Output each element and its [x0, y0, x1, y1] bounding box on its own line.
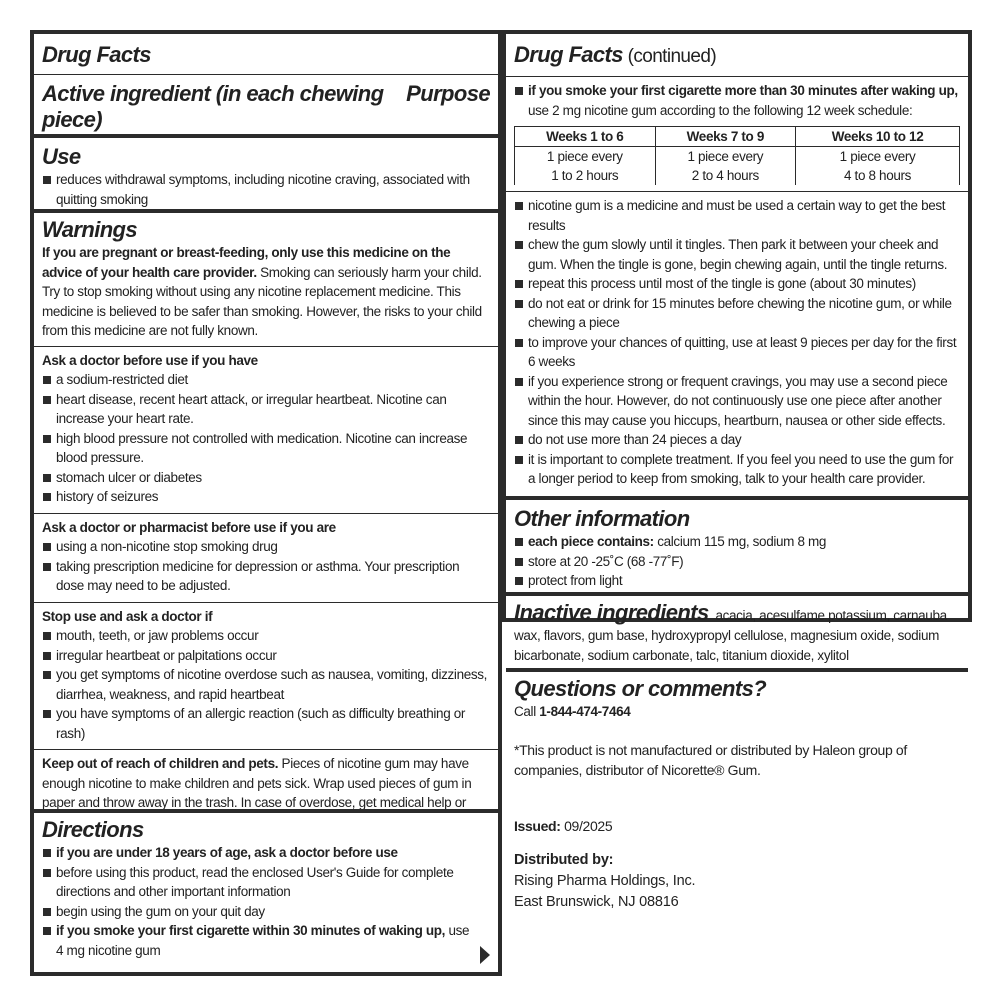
distributor-company: Rising Pharma Holdings, Inc.: [514, 873, 696, 889]
disclaimer: *This product is not manufactured or distributed by Haleon group of companies, distributor of Nicorette® Gum.: [514, 742, 907, 778]
directions-item4-bold: if you smoke your first cigarette within 30 minutes of waking up,: [56, 923, 446, 938]
list-item: to improve your chances of quitting, use at least 9 pieces per day for the first 6 weeks: [514, 333, 960, 372]
table-header: Weeks 10 to 12: [796, 127, 960, 147]
list-item: do not use more than 24 pieces a day: [514, 430, 960, 450]
directions-item4-text: use 4 mg nicotine gum: [56, 923, 470, 958]
continued-label: (continued): [622, 46, 717, 67]
list-item: do not eat or drink for 15 minutes before chewing the nicotine gum, or while chewing a piece: [514, 294, 960, 333]
dosing-schedule-table: [514, 126, 960, 185]
cell-line1: 1 piece every: [687, 149, 764, 164]
list-item: if you experience strong or frequent cravings, you may use a second piece within the hour. However, do not continuously use one piece after another since this may cause you hiccups, heartburn, nausea or other side effects.: [514, 372, 960, 431]
keep-out-bold: Keep out of reach of children and pets.: [42, 756, 279, 771]
issued-date: 09/2025: [560, 818, 613, 834]
drug-facts-title: Drug Facts: [42, 42, 151, 67]
list-item: high blood pressure not controlled with medication. Nicotine can increase blood pressure.: [42, 429, 490, 468]
other-information-section: [506, 500, 968, 596]
inactive-ingredients-section: [506, 596, 968, 672]
list-item: store at 20 -25˚C (68 -77˚F): [514, 552, 960, 572]
schedule-intro-bold: if you smoke your first cigarette more than 30 minutes after waking up,: [528, 83, 958, 98]
distributed-by-label: Distributed by:: [514, 852, 614, 868]
ask-pharmacist-heading: Ask a doctor or pharmacist before use if you are: [42, 519, 336, 535]
table-row: [515, 147, 960, 186]
keep-out-text: Pieces of nicotine gum may have enough nicotine to make children and pets sick. Wrap used pieces of gum in paper and throw away in the trash. In case of overdose, get medical help or: [42, 756, 472, 810]
list-item: begin using the gum on your quit day: [42, 902, 490, 922]
list-item: heart disease, recent heart attack, or irregular heartbeat. Nicotine can increase your heart rate.: [42, 390, 490, 429]
schedule-intro-text: use 2 mg nicotine gum according to the following 12 week schedule:: [528, 102, 913, 118]
cell-line2: 1 to 2 hours: [551, 168, 619, 183]
list-item: using a non-nicotine stop smoking drug: [42, 537, 490, 557]
active-ingredient-heading: Active ingredient (in each chewing piece): [42, 81, 384, 132]
schedule-intro: [514, 81, 960, 120]
each-piece-bold: each piece contains:: [528, 534, 654, 549]
ask-doctor-heading: Ask a doctor before use if you have: [42, 352, 258, 368]
distributor-address: East Brunswick, NJ 08816: [514, 894, 679, 910]
questions-heading: Questions or comments?: [514, 676, 767, 701]
continue-arrow-icon: [480, 946, 490, 964]
list-item: repeat this process until most of the tingle is gone (about 30 minutes): [514, 274, 960, 294]
use-section: [34, 138, 498, 213]
list-item: if you are under 18 years of age, ask a doctor before use: [42, 843, 490, 863]
list-item: you get symptoms of nicotine overdose such as nausea, vomiting, dizziness, diarrhea, weakness, and rapid heartbeat: [42, 665, 490, 704]
drug-facts-panel-right: [502, 30, 972, 719]
list-item: before using this product, read the enclosed User's Guide for complete directions and other important information: [42, 863, 490, 902]
cell-line1: 1 piece every: [839, 149, 916, 164]
table-cell: [515, 147, 656, 186]
table-header: Weeks 7 to 9: [655, 127, 796, 147]
directions-section: [34, 813, 498, 972]
cell-line1: 1 piece every: [546, 149, 623, 164]
list-item: history of seizures: [42, 487, 490, 511]
continued-title: [514, 42, 960, 70]
pregnancy-warning-text: Smoking can seriously harm your child. Try to stop smoking without using any nicotine replacement medicine. This medicine is believed to be safer than smoking. However, the risks to your child from this medicine are not fully known.: [42, 264, 482, 338]
drug-facts-title-continued: Drug Facts: [514, 42, 623, 67]
list-item: mouth, teeth, or jaw problems occur: [42, 626, 490, 646]
inactive-ingredients-text: acacia, acesulfame potassium, carnauba wax, flavors, gum base, hydroxypropyl cellulose, magnesium oxide, sodium bicarbonate, sodium carbonate, talc, titanium dioxide, xylitol: [514, 608, 947, 663]
pregnancy-warning: [42, 243, 490, 346]
stop-use-block: [34, 602, 498, 750]
warnings-heading: Warnings: [42, 217, 138, 242]
inactive-ingredients-text-block: [514, 600, 960, 665]
use-item: reduces withdrawal symptoms, including nicotine craving, associated with quitting smoking: [42, 170, 490, 209]
drug-facts-panel-left: [30, 30, 502, 976]
cell-line2: 2 to 4 hours: [691, 168, 759, 183]
questions-call: [514, 702, 960, 722]
inactive-ingredients-heading: Inactive ingredients: [514, 600, 709, 625]
purpose-heading: Purpose: [406, 81, 490, 106]
call-label: Call: [514, 704, 540, 719]
list-item: a sodium-restricted diet: [42, 370, 490, 390]
list-item: protect from light: [514, 571, 960, 591]
table-header-row: [515, 127, 960, 147]
active-ingredient-section: [34, 34, 498, 138]
pregnancy-warning-bold: If you are pregnant or breast-feeding, only use this medicine on the advice of your health care provider.: [42, 245, 451, 280]
keep-out-block: [34, 749, 498, 813]
each-piece-text: calcium 115 mg, sodium 8 mg: [653, 534, 827, 549]
table-cell: [655, 147, 796, 186]
issued-line: [514, 817, 964, 837]
other-information-heading: Other information: [514, 506, 690, 531]
distributor-block: [514, 850, 964, 913]
ask-doctor-block: [34, 346, 498, 513]
issued-label: Issued:: [514, 818, 561, 834]
list-item: taking prescription medicine for depression or asthma. Your prescription dose may need to be adjusted.: [42, 557, 490, 600]
questions-section: [506, 672, 968, 726]
use-heading: Use: [42, 144, 81, 169]
warnings-section: [34, 213, 498, 813]
stop-use-heading: Stop use and ask a doctor if: [42, 608, 213, 624]
list-item: [42, 921, 490, 960]
directions-heading: Directions: [42, 817, 144, 842]
cell-line2: 4 to 8 hours: [843, 168, 912, 183]
table-header: Weeks 1 to 6: [515, 127, 656, 147]
directions-continued-section: [506, 34, 968, 500]
list-item: nicotine gum is a medicine and must be used a certain way to get the best results: [514, 196, 960, 235]
phone-number: 1-844-474-7464: [539, 704, 631, 719]
table-cell: [796, 147, 960, 186]
list-item: chew the gum slowly until it tingles. Then park it between your cheek and gum. When the tingle is gone, begin chewing again, until the tingle returns.: [514, 235, 960, 274]
list-item: you have symptoms of an allergic reaction (such as difficulty breathing or rash): [42, 704, 490, 747]
keep-out-warning: [42, 754, 490, 813]
list-item: [514, 532, 960, 552]
list-item: stomach ulcer or diabetes: [42, 468, 490, 488]
ask-pharmacist-block: [34, 513, 498, 602]
list-item: irregular heartbeat or palpitations occur: [42, 646, 490, 666]
list-item: it is important to complete treatment. If you feel you need to use the gum for a longer period to keep from smoking, talk to your health care provider.: [514, 450, 960, 489]
